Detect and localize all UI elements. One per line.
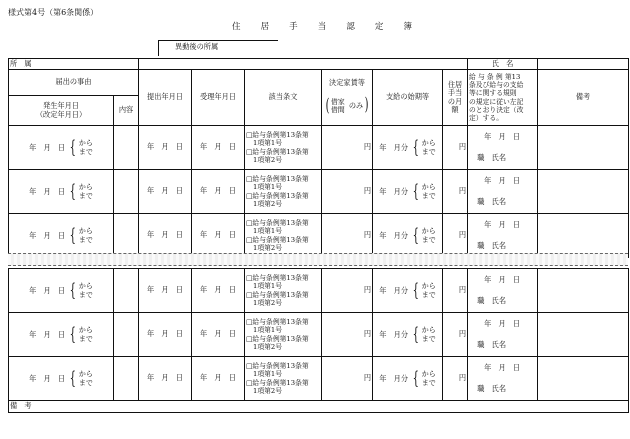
check-option-1[interactable]: □給与条例第13条第 1項第1号: [246, 361, 309, 379]
gaito-jobun-header: 該当条文: [245, 70, 322, 126]
kariwa-word: 借間: [330, 105, 345, 114]
form-number: 様式第4号（第6条関係）: [8, 8, 99, 17]
check-option-2[interactable]: □給与条例第13条第 1項第2号: [246, 191, 309, 208]
biko-cell[interactable]: [538, 269, 629, 313]
torn-separator: [8, 253, 628, 266]
shikyu-kikan-cell[interactable]: 年 月分 { から まで: [373, 269, 443, 313]
shozoku-row: [9, 59, 629, 70]
gaito-jobun-cell[interactable]: [245, 170, 322, 214]
todoke-jiyu-header: 届出の事由: [9, 70, 139, 96]
teate-amount-cell[interactable]: 円: [443, 214, 468, 258]
kettei-sign-cell[interactable]: 年 月 日 職 氏名: [468, 214, 538, 258]
check-option-1[interactable]: □給与条例第13条第 1項第1号: [246, 317, 309, 335]
brace-icon: {: [412, 367, 420, 389]
shikyu-kikan-cell[interactable]: 年 月分 { から まで: [373, 357, 443, 401]
hassei-date-header: 発生年月日 （改定年月日）: [9, 96, 114, 126]
biko-cell[interactable]: [538, 126, 629, 170]
check-option-1[interactable]: □給与条例第13条第 1項第1号: [246, 218, 309, 236]
shozoku-value[interactable]: [139, 59, 468, 70]
juri-cell[interactable]: 年 月 日: [192, 126, 245, 170]
gaito-jobun-cell[interactable]: [245, 126, 322, 170]
entry-row: [9, 313, 629, 357]
entry-row: [9, 170, 629, 214]
juri-cell[interactable]: 年 月 日: [192, 269, 245, 313]
shozoku-label: 所 属: [9, 59, 139, 70]
gaito-jobun-cell[interactable]: [245, 357, 322, 401]
title-char: 居: [260, 22, 270, 32]
shikyu-kikan-cell[interactable]: 年 月分 { から まで: [373, 170, 443, 214]
footer-row: [9, 401, 629, 413]
kettei-yachin-label: 決定家賃等: [329, 78, 365, 88]
kettei-yachin-cell[interactable]: 円: [322, 214, 373, 258]
hassei-date-cell[interactable]: 年 月 日 { から まで: [9, 269, 114, 313]
kettei-sign-cell[interactable]: 年 月 日 職 氏名: [468, 269, 538, 313]
brace-icon: {: [412, 224, 420, 246]
title-char: 簿: [403, 22, 412, 32]
juri-cell[interactable]: 年 月 日: [192, 214, 245, 258]
form-table-top: [8, 58, 629, 258]
kettei-sign-cell[interactable]: 年 月 日 職 氏名: [468, 170, 538, 214]
kettei-yachin-header: [322, 70, 373, 126]
biko-cell[interactable]: [538, 313, 629, 357]
teishutsu-cell[interactable]: 年 月 日: [139, 170, 192, 214]
entry-row: [9, 269, 629, 313]
shikyu-kikan-cell[interactable]: 年 月分 { から まで: [373, 313, 443, 357]
juri-cell[interactable]: 年 月 日: [192, 170, 245, 214]
naiyo-cell[interactable]: [114, 214, 139, 258]
shimei-value[interactable]: [538, 59, 629, 70]
hassei-date-cell[interactable]: 年 月 日 { から まで: [9, 126, 114, 170]
brace-icon: {: [412, 323, 420, 345]
shikyu-kikan-cell[interactable]: 年 月分 { から まで: [373, 214, 443, 258]
teate-amount-cell[interactable]: 円: [443, 170, 468, 214]
teishutsu-cell[interactable]: 年 月 日: [139, 214, 192, 258]
form-table-bottom: [8, 268, 629, 413]
nomi-word: のみ: [348, 100, 364, 110]
teishutsu-cell[interactable]: 年 月 日: [139, 357, 192, 401]
kettei-yachin-cell[interactable]: 円: [322, 357, 373, 401]
footer-biko[interactable]: 備 考: [9, 401, 629, 413]
naiyo-header: 内容: [114, 96, 139, 126]
after-transfer-label: 異動後の所属: [175, 42, 219, 51]
shimei-label: 氏 名: [468, 59, 538, 70]
entry-row: [9, 126, 629, 170]
check-option-1[interactable]: □給与条例第13条第 1項第1号: [246, 273, 309, 291]
entry-row: [9, 357, 629, 401]
gaito-jobun-cell[interactable]: [245, 313, 322, 357]
check-option-2[interactable]: □給与条例第13条第 1項第2号: [246, 235, 309, 252]
kettei-yachin-cell[interactable]: 円: [322, 126, 373, 170]
shikyu-kikan-cell[interactable]: 年 月分 { から まで: [373, 126, 443, 170]
brace-icon: {: [412, 180, 420, 202]
naiyo-cell[interactable]: [114, 170, 139, 214]
left-paren-icon: (: [325, 94, 330, 116]
brace-icon: {: [69, 323, 77, 345]
naiyo-cell[interactable]: [114, 357, 139, 401]
title-char: 認: [346, 22, 355, 32]
juri-header: 受理年月日: [192, 70, 245, 126]
biko-cell[interactable]: [538, 357, 629, 401]
naiyo-cell[interactable]: [114, 126, 139, 170]
shakuya-only: [323, 95, 371, 116]
entry-row: [9, 214, 629, 258]
juri-cell[interactable]: 年 月 日: [192, 313, 245, 357]
teishutsu-cell[interactable]: 年 月 日: [139, 313, 192, 357]
brace-icon: {: [69, 224, 77, 246]
page-title: [232, 23, 412, 33]
hassei-date-cell[interactable]: 年 月 日 { から まで: [9, 357, 114, 401]
gaito-jobun-cell[interactable]: [245, 214, 322, 258]
juri-cell[interactable]: 年 月 日: [192, 357, 245, 401]
check-option-1[interactable]: □給与条例第13条第 1項第1号: [246, 174, 309, 192]
kettei-yachin-cell[interactable]: 円: [322, 269, 373, 313]
naiyo-cell[interactable]: [114, 313, 139, 357]
gaito-jobun-cell[interactable]: [245, 269, 322, 313]
biko-cell[interactable]: [538, 214, 629, 258]
kettei-yachin-cell[interactable]: 円: [322, 170, 373, 214]
hassei-date-cell[interactable]: 年 月 日 { から まで: [9, 214, 114, 258]
naiyo-cell[interactable]: [114, 269, 139, 313]
check-option-2[interactable]: □給与条例第13条第 1項第2号: [246, 290, 309, 307]
kisoku-note-header: 給 与 条 例 第13 条及び給与の支給 等に関する規則 の規定に従い左記 のとおり決定（改 定）する。: [468, 70, 538, 126]
teate-amount-cell[interactable]: 円: [443, 357, 468, 401]
title-char: 当: [317, 22, 327, 32]
biko-header: 備考: [538, 70, 629, 126]
title-char: 住: [232, 22, 241, 32]
brace-icon: {: [69, 367, 77, 389]
jukyo-teate-header: 住居 手当 の月 額: [443, 70, 468, 126]
check-option-2[interactable]: □給与条例第13条第 1項第2号: [246, 334, 309, 351]
title-char: 手: [289, 22, 298, 32]
right-paren-icon: ): [364, 94, 369, 116]
kettei-sign-cell[interactable]: 年 月 日 職 氏名: [468, 357, 538, 401]
hassei-date-cell[interactable]: 年 月 日 { から まで: [9, 313, 114, 357]
biko-cell[interactable]: [538, 170, 629, 214]
teishutsu-cell[interactable]: 年 月 日: [139, 269, 192, 313]
teishutsu-header: 提出年月日: [139, 70, 192, 126]
kettei-sign-cell[interactable]: 年 月 日 職 氏名: [468, 126, 538, 170]
brace-icon: {: [412, 279, 420, 301]
check-option-2[interactable]: □給与条例第13条第 1項第2号: [246, 147, 309, 164]
shikyu-kikan-header: 支給の始期等: [373, 70, 443, 126]
brace-icon: {: [69, 279, 77, 301]
brace-icon: {: [69, 180, 77, 202]
check-option-1[interactable]: □給与条例第13条第 1項第1号: [246, 130, 309, 148]
teate-amount-cell[interactable]: 円: [443, 269, 468, 313]
hassei-date-cell[interactable]: 年 月 日 { から まで: [9, 170, 114, 214]
title-char: 定: [374, 22, 384, 32]
teishutsu-cell[interactable]: 年 月 日: [139, 126, 192, 170]
shakuya-word: 借家: [330, 97, 345, 106]
brace-icon: {: [69, 136, 77, 158]
check-option-2[interactable]: □給与条例第13条第 1項第2号: [246, 378, 309, 395]
kettei-sign-cell[interactable]: 年 月 日 職 氏名: [468, 313, 538, 357]
kettei-yachin-cell[interactable]: 円: [322, 313, 373, 357]
teate-amount-cell[interactable]: 円: [443, 313, 468, 357]
header-row-1: [9, 70, 629, 96]
brace-icon: {: [412, 136, 420, 158]
teate-amount-cell[interactable]: 円: [443, 126, 468, 170]
